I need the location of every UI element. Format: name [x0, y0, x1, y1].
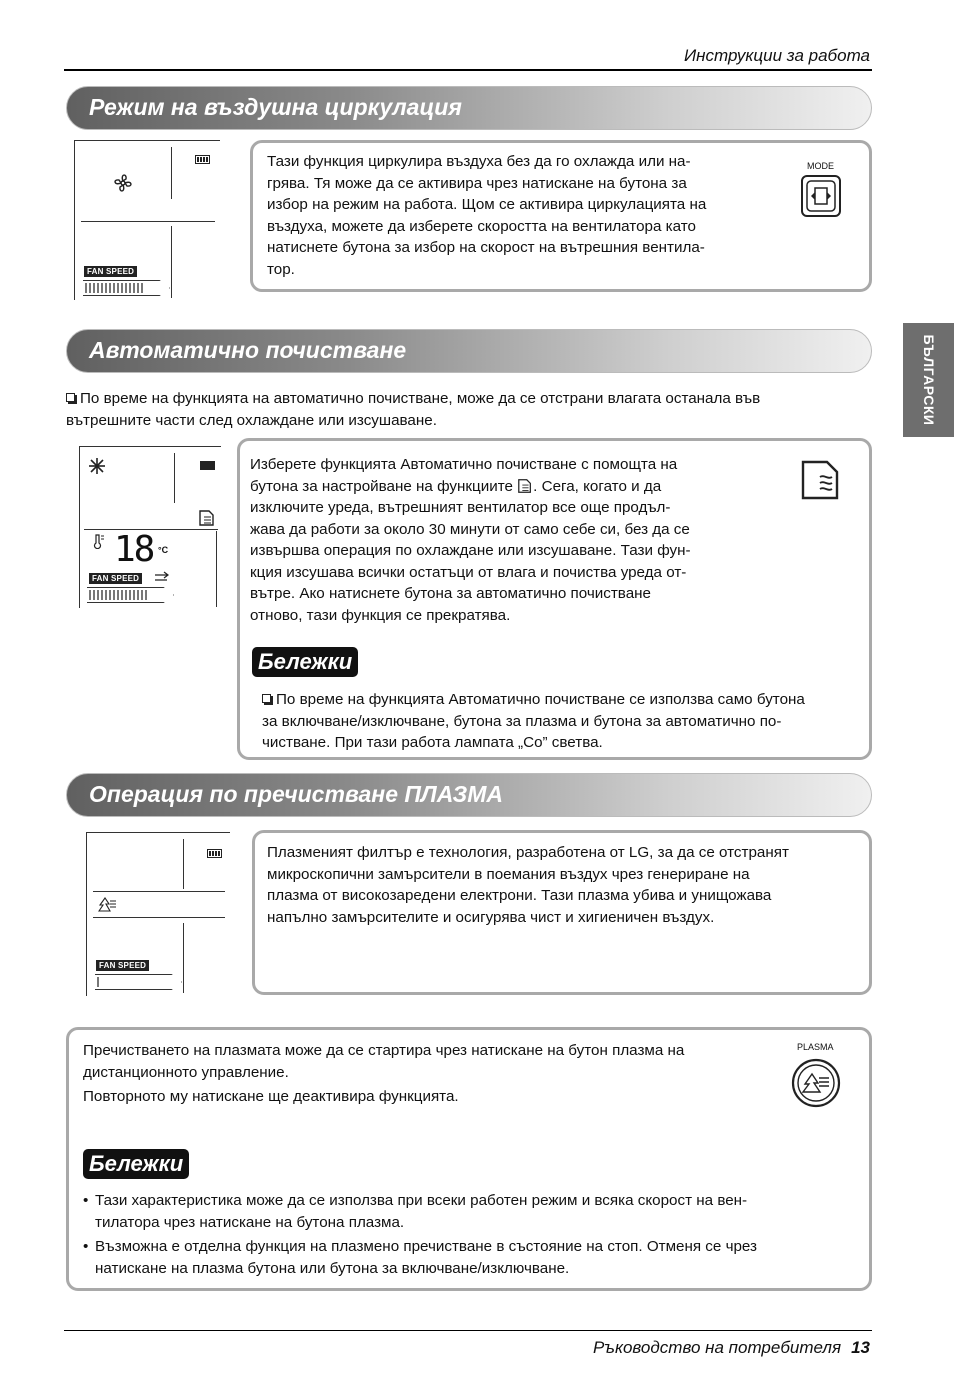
mode-button-icon — [801, 175, 841, 217]
temperature-display: 18 — [114, 529, 154, 570]
section-banner-plasma — [66, 773, 872, 817]
section-banner-circulation — [66, 86, 872, 130]
fan-speed-label: FAN SPEED — [89, 573, 142, 584]
plasma-icon — [97, 895, 117, 913]
thermometer-icon — [92, 533, 106, 549]
battery-icon — [200, 461, 216, 470]
circulation-info-box — [250, 140, 872, 292]
language-tab-label: БЪЛГАРСКИ — [920, 334, 937, 426]
plasma-note-1: • Тази характеристика може да се използва при всеки работен режим и всяка скорост на вен- тилатора чрез натискане на бутона плазма. — [83, 1190, 863, 1233]
autoclean-button-icon — [800, 459, 842, 501]
fan-speed-label: FAN SPEED — [96, 960, 149, 971]
square-bullet-icon — [66, 393, 75, 402]
fan-speed-dots — [97, 977, 101, 987]
footer-rule — [64, 1330, 872, 1331]
footer — [593, 1338, 870, 1358]
footer-title: Ръководство на потребителя — [593, 1338, 842, 1357]
autoclean-icon — [198, 509, 216, 527]
autoclean-text — [250, 454, 750, 626]
plasma-button-label: PLASMA — [797, 1042, 834, 1052]
plasma-usage-box — [66, 1027, 872, 1291]
autoclean-info-box — [237, 438, 872, 760]
fan-speed-dots — [89, 590, 149, 600]
autoclean-intro-text: По време на функцията на автоматично почистване, може да се отстрани влагата останала във вътрешните части след охлаждане или изсушаване. — [66, 390, 761, 429]
battery-icon — [195, 155, 211, 164]
section-title-circulation: Режим на въздушна циркулация — [89, 94, 462, 120]
mode-button-label: MODE — [807, 161, 834, 171]
autoclean-note — [262, 689, 862, 754]
plasma-note-2: • Възможна е отделна функция на плазмено пречистване в състояние на стоп. Отменя се чрез натискане на плазма бутона или бутона за включване/изключване. — [83, 1236, 863, 1279]
header-rule — [64, 69, 872, 71]
autoclean-text-part1: Изберете функцията Автоматично почистване с помощта на бутона за настройване на функциите — [250, 456, 678, 495]
notes-badge: Бележки — [83, 1149, 189, 1179]
fan-speed-dots — [85, 283, 145, 293]
snowflake-icon — [88, 457, 106, 475]
autoclean-text-part2: . Сега, когато и да изключите уреда, вътрешният вентилатор все още продъл- жава да работи за около 30 минути от само себе си, без да се извършва операция по охлаждане или изсушаване. Тази фун- кция изсушава всички остатъци от влага и почиства уреда от- вътре. Ако натиснете бутона за автоматично почистване отново, тази функция се прекратява. — [250, 477, 691, 624]
section-title-autoclean: Автоматично почистване — [89, 337, 407, 363]
header-title: Инструкции за работа — [684, 46, 870, 65]
battery-icon — [207, 849, 223, 858]
plasma-note-1-text: Тази характеристика може да се използва при всеки работен режим и всяка скорост на вен- тилатора чрез натискане на бутона плазма. — [95, 1192, 748, 1231]
plasma-note-2-text: Възможна е отделна функция на плазмено пречистване в състояние на стоп. Отменя се чрез натискане на плазма бутона или бутона за включване/изключване. — [95, 1238, 758, 1277]
section-title-plasma: Операция по пречистване ПЛАЗМА — [89, 781, 503, 807]
plasma-text: Плазменият филтър е технология, разработена от LG, за да се отстранят микроскопични замърсители в поемания въздух чрез генериране на плазма от високозаредени електрони. Тази плазма убива и унищожава напълно замърсителите и осигурява чист и хигиеничен въздух. — [267, 844, 789, 926]
autoclean-inline-icon — [517, 478, 533, 494]
autoclean-intro — [66, 388, 866, 431]
language-tab — [903, 323, 954, 437]
section-banner-autoclean — [66, 329, 872, 373]
circulation-text: Тази функция циркулира въздуха без да го охлажда или на- грява. Тя може да се активира чрез натискане на бутона за избор на режим на работа. Щом се активира циркулацията на въздуха, можете да изберете скоростта на вентилатора като натиснете бутона за избор на скорост на вътрешния вентила- тор. — [267, 153, 707, 278]
swing-arrow-icon — [154, 571, 172, 583]
plasma-button-icon — [791, 1058, 841, 1108]
lcd-display-plasma — [86, 832, 230, 996]
fan-icon — [111, 171, 135, 195]
plasma-info-box — [252, 830, 872, 995]
square-bullet-icon — [262, 694, 271, 703]
page-number: 13 — [851, 1338, 870, 1357]
temperature-unit: °C — [158, 545, 169, 555]
autoclean-note-text: По време на функцията Автоматично почистване се използва само бутона за включване/изключване, бутона за плазма и бутона за автоматично по- чистване. При тази работа лампата „Co” светва. — [262, 691, 805, 751]
plasma-usage-line1: Пречистването на плазмата може да се стартира чрез натискане на бутон плазма на дистанционното управление. — [83, 1042, 685, 1081]
lcd-display-autoclean — [79, 446, 221, 608]
fan-speed-label: FAN SPEED — [84, 266, 137, 277]
plasma-usage-line2: Повторното му натискане ще деактивира функцията. — [83, 1088, 459, 1105]
fan-speed-bar — [95, 974, 182, 990]
lcd-display-circulation — [74, 140, 220, 300]
notes-badge: Бележки — [252, 647, 358, 677]
